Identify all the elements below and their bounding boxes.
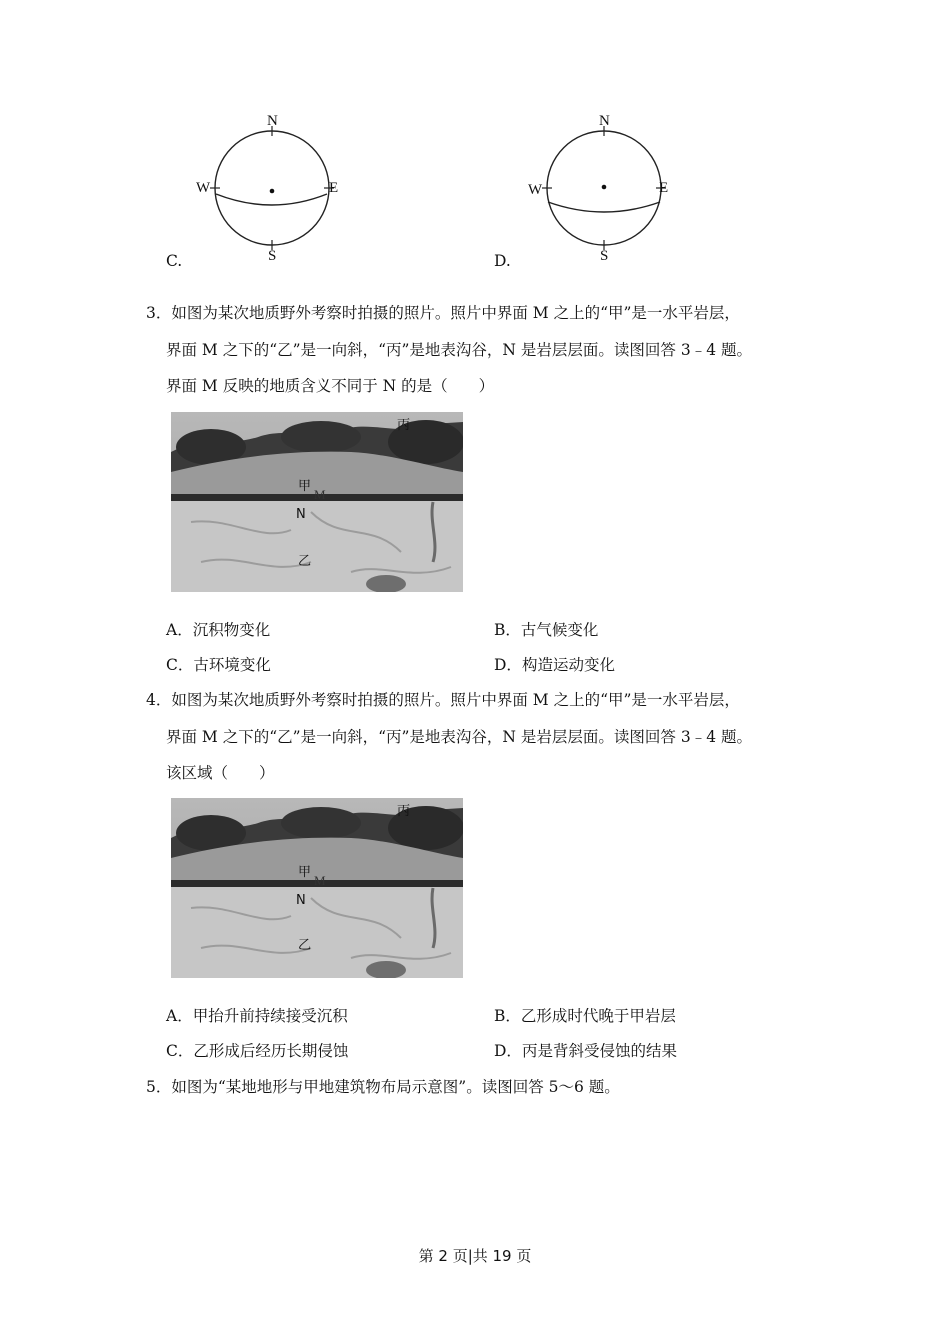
q3-photo-label-jia: 甲 — [298, 479, 312, 494]
q4-stem-line2: 界面 M 之下的“乙”是一向斜，“丙”是地表沟谷，N 是岩层层面。读图回答 3﹣4 题。 — [166, 728, 752, 746]
q4-option-d-letter: D． — [494, 1042, 522, 1060]
compass-d-option-letter: D. — [494, 252, 511, 270]
q3-stem-line3: 界面 M 反映的地质含义不同于 N 的是（ ） — [166, 377, 495, 395]
q4-photo-label-yi: 乙 — [298, 938, 312, 953]
compass-c-circle — [215, 131, 329, 245]
q4-option-b-letter: B． — [494, 1007, 521, 1025]
compass-diagram-c — [190, 110, 350, 270]
q3-photo-label-yi: 乙 — [298, 554, 312, 569]
q3-option-c-text: 古环境变化 — [193, 656, 271, 674]
q4-option-a[interactable] — [166, 1006, 348, 1026]
compass-d-center-dot — [602, 185, 607, 190]
q3-option-a[interactable] — [166, 620, 270, 640]
q3-option-c-letter: C． — [166, 656, 194, 674]
q4-photo-svg — [171, 798, 463, 978]
q4-stem-line3: 该区域（ ） — [166, 764, 275, 782]
compass-c-svg — [190, 110, 350, 270]
q4-option-c-text: 乙形成后经历长期侵蚀 — [193, 1042, 349, 1060]
compass-diagram-d — [520, 110, 680, 270]
compass-c-label-w: W — [196, 180, 211, 196]
q4-photo-label-m: M — [314, 873, 326, 888]
compass-d-label-w: W — [528, 182, 543, 198]
q4-option-d[interactable] — [494, 1041, 677, 1061]
q3-option-a-text: 沉积物变化 — [192, 621, 271, 639]
q4-geology-photo — [171, 798, 463, 978]
compass-d-terminator-curve — [548, 202, 660, 212]
q4-photo-label-n: N — [296, 893, 306, 908]
q3-stem-line1: 3．如图为某次地质野外考察时拍摄的照片。照片中界面 M 之上的“甲”是一水平岩层， — [146, 304, 740, 322]
q3-geology-photo — [171, 412, 463, 592]
q3-option-b-text: 古气候变化 — [520, 621, 599, 639]
compass-c-label-s: S — [268, 248, 277, 264]
q5-stem-line1: 5．如图为“某地地形与甲地建筑物布局示意图”。读图回答 5～6 题。 — [146, 1078, 620, 1096]
q3-option-d-text: 构造运动变化 — [521, 656, 615, 674]
q3-photo-label-n: N — [296, 507, 306, 522]
q3-option-c[interactable] — [166, 655, 271, 675]
compass-c-terminator-curve — [216, 194, 327, 205]
q4-option-a-letter: A． — [166, 1007, 193, 1025]
compass-d-label-s: S — [600, 248, 609, 264]
q3-option-b-letter: B． — [494, 621, 521, 639]
q4-option-c-letter: C． — [166, 1042, 194, 1060]
q4-photo-label-bing: 丙 — [397, 804, 411, 819]
q4-photo-label-jia: 甲 — [298, 865, 312, 880]
compass-c-label-n: N — [267, 113, 278, 129]
page-footer: 第 2 页|共 19 页 — [418, 1247, 532, 1265]
q3-option-d[interactable] — [494, 655, 615, 675]
q4-option-b[interactable] — [494, 1006, 676, 1026]
q4-option-d-text: 丙是背斜受侵蚀的结果 — [521, 1042, 677, 1060]
compass-d-label-e: E — [659, 180, 669, 196]
compass-c-center-dot — [270, 189, 275, 194]
q3-stem-line2: 界面 M 之下的“乙”是一向斜，“丙”是地表沟谷，N 是岩层层面。读图回答 3﹣4 题。 — [166, 341, 752, 359]
compass-c-option-letter: C. — [166, 252, 183, 270]
q4-option-a-text: 甲抬升前持续接受沉积 — [192, 1007, 348, 1025]
compass-c-label-e: E — [329, 180, 339, 196]
compass-d-label-n: N — [599, 113, 610, 129]
q4-stem-line1: 4．如图为某次地质野外考察时拍摄的照片。照片中界面 M 之上的“甲”是一水平岩层， — [146, 691, 740, 709]
q3-option-b[interactable] — [494, 620, 598, 640]
q3-option-d-letter: D． — [494, 656, 522, 674]
q4-option-b-text: 乙形成时代晚于甲岩层 — [520, 1007, 676, 1025]
compass-d-svg — [520, 110, 680, 270]
q4-option-c[interactable] — [166, 1041, 348, 1061]
q3-photo-label-m: M — [314, 487, 326, 502]
q3-option-a-letter: A． — [166, 621, 193, 639]
q3-photo-svg — [171, 412, 463, 592]
q3-photo-label-bing: 丙 — [397, 418, 411, 433]
